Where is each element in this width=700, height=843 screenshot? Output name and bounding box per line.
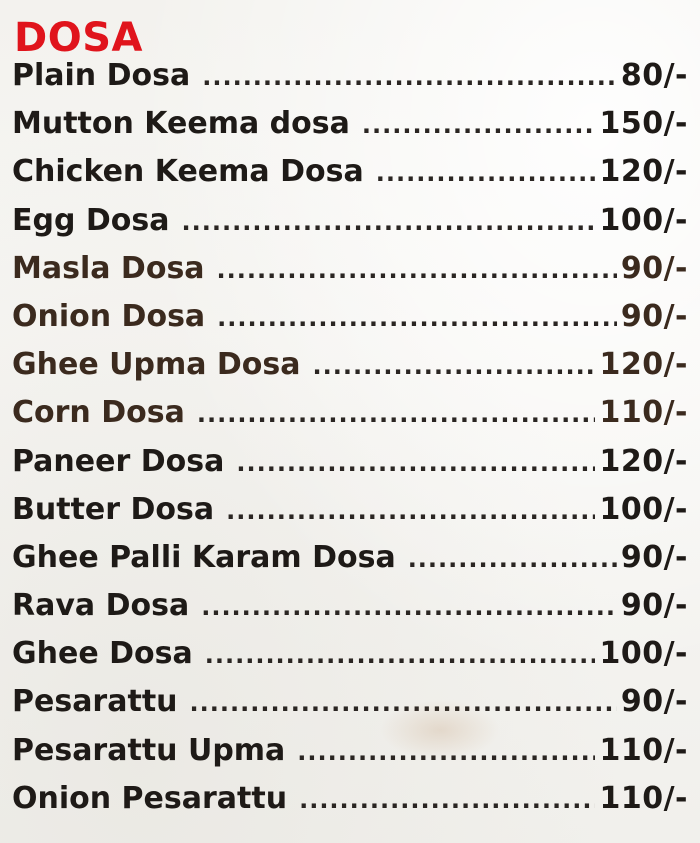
menu-item	[12, 444, 688, 492]
dot-leader	[376, 159, 596, 187]
menu-item-price: 80/-	[620, 58, 688, 93]
menu-item-name: Ghee Upma Dosa	[12, 347, 301, 383]
dot-leader	[217, 304, 617, 332]
dot-leader	[202, 63, 617, 91]
dot-leader	[217, 256, 617, 284]
menu-item	[12, 203, 688, 251]
menu-item-price: 120/-	[599, 347, 688, 383]
menu-item	[12, 299, 688, 347]
menu-item-name: Rava Dosa	[12, 588, 190, 624]
menu-item	[12, 588, 688, 636]
menu-item-price: 100/-	[599, 636, 688, 672]
menu-item-name: Corn Dosa	[12, 395, 185, 431]
menu-item-name: Ghee Palli Karam Dosa	[12, 539, 396, 575]
menu-item-price: 150/-	[599, 106, 688, 142]
menu-item-price: 120/-	[599, 443, 688, 479]
menu-item	[12, 684, 688, 732]
menu-item	[12, 58, 688, 106]
menu-item	[12, 106, 688, 154]
dot-leader	[226, 497, 595, 525]
menu-item	[12, 154, 688, 202]
dot-leader	[408, 545, 617, 573]
dot-leader	[197, 400, 596, 428]
dot-leader	[299, 786, 595, 814]
dot-leader	[205, 641, 596, 669]
menu-item-price: 90/-	[620, 250, 688, 286]
menu-item	[12, 347, 688, 395]
menu-item	[12, 251, 688, 299]
dot-leader	[236, 449, 595, 477]
dot-leader	[313, 352, 596, 380]
menu-item-name: Ghee Dosa	[12, 636, 193, 672]
menu-item	[12, 636, 688, 684]
dot-leader	[297, 738, 595, 766]
dot-leader	[362, 111, 596, 139]
menu-item	[12, 781, 688, 829]
menu-item-price: 110/-	[599, 732, 688, 768]
menu-item-price: 100/-	[599, 491, 688, 527]
menu-item-price: 120/-	[599, 154, 688, 190]
dot-leader	[201, 593, 617, 621]
menu-item-price: 100/-	[599, 202, 688, 238]
menu-item	[12, 492, 688, 540]
dot-leader	[190, 689, 617, 717]
menu-item	[12, 540, 688, 588]
menu-title: DOSA	[14, 15, 143, 61]
menu-item-price: 90/-	[620, 539, 688, 575]
dot-leader	[182, 208, 596, 236]
menu-item-price: 90/-	[620, 588, 688, 624]
menu-item-price: 90/-	[620, 684, 688, 720]
menu-item-name: Pesarattu Upma	[12, 732, 286, 768]
menu-item-name: Paneer Dosa	[12, 443, 225, 479]
menu-item-name: Onion Dosa	[12, 298, 206, 334]
menu-item-name: Plain Dosa	[12, 58, 191, 93]
menu-item-name: Pesarattu	[12, 684, 178, 720]
menu-item	[12, 733, 688, 781]
menu-item-name: Masla Dosa	[12, 250, 205, 286]
menu-item-name: Egg Dosa	[12, 202, 170, 238]
menu-item-price: 110/-	[599, 395, 688, 431]
menu-item-name: Mutton Keema dosa	[12, 106, 350, 142]
menu-item	[12, 395, 688, 443]
menu-list	[12, 58, 688, 829]
menu-item-price: 90/-	[620, 298, 688, 334]
menu-item-price: 110/-	[599, 780, 688, 816]
menu-item-name: Onion Pesarattu	[12, 780, 288, 816]
menu-item-name: Chicken Keema Dosa	[12, 154, 364, 190]
menu-item-name: Butter Dosa	[12, 491, 215, 527]
